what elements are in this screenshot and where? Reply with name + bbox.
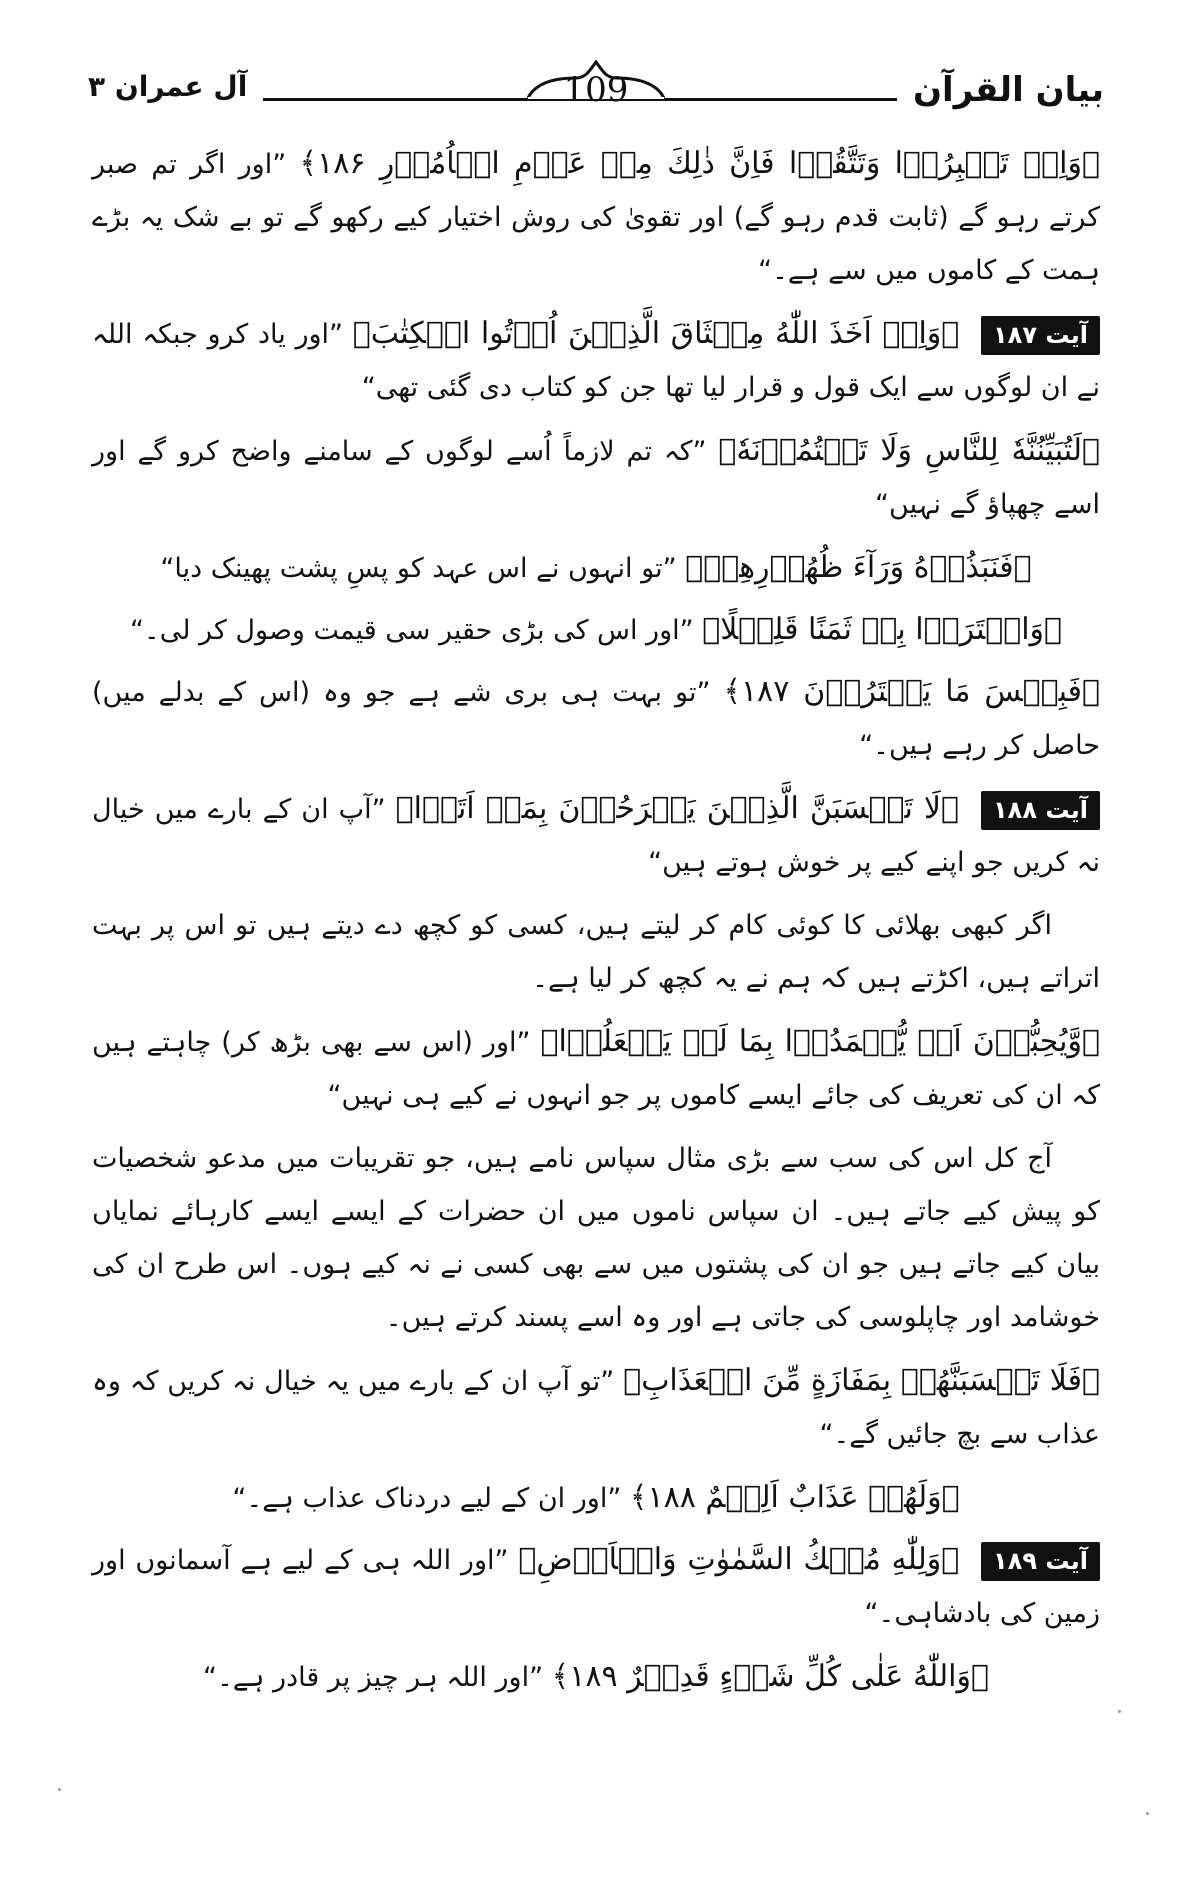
- commentary-paragraph: [92, 1132, 1100, 1344]
- page-number: 109: [563, 70, 629, 110]
- arabic-verse: ﴿فَنَبَذُوۡهُ وَرَآءَ ظُهُوۡرِهِمۡ﴾: [685, 550, 1032, 585]
- book-title: بیان القرآن: [897, 72, 1120, 109]
- ayah-paragraph-188: [92, 782, 1100, 889]
- arabic-verse: ﴿وَلِلّٰهِ مُلۡكُ السَّمٰوٰتِ وَالۡاَرۡضِ﴾: [518, 1542, 960, 1577]
- arabic-verse: ﴿وَاِنۡ تَصۡبِرُوۡا وَتَتَّقُوۡا فَاِنَّ ذٰلِكَ مِنۡ عَزۡمِ الۡاُمُوۡرِ ۱۸۶﴾: [299, 146, 1100, 181]
- scan-speck: [1118, 1710, 1121, 1713]
- urdu-translation: ”اور یاد کرو جبکہ اللہ نے ان لوگوں سے ایک قول و قرار لیا تھا جن کو کتاب دی گئی تھی“: [92, 319, 1100, 403]
- scan-speck: [58, 1788, 61, 1791]
- arabic-verse: ﴿وَلَهُمۡ عَذَابٌ اَلِيۡمٌ ۱۸۸﴾: [629, 1480, 960, 1515]
- urdu-translation: ”تو انہوں نے اس عہد کو پسِ پشت پھینک دیا“: [160, 553, 677, 584]
- ayah-number-badge: آیت ۱۸۹: [981, 1542, 1100, 1581]
- verse-paragraph: [92, 1015, 1100, 1122]
- page-content: [92, 137, 1100, 1712]
- centered-verse-paragraph: [92, 1471, 1100, 1525]
- verse-paragraph: [92, 424, 1100, 531]
- verse-paragraph: [92, 665, 1100, 772]
- urdu-translation: ”آپ ان کے بارے میں خیال نہ کریں جو اپنے کیے پر خوش ہوتے ہیں“: [92, 794, 1100, 878]
- arabic-verse: ﴿وَاللّٰهُ عَلٰى كُلِّ شَىۡءٍ قَدِيۡرٌ ۱۸۹﴾: [551, 1659, 989, 1694]
- urdu-translation: ”کہ تم لازماً اُسے لوگوں کے سامنے واضح کرو گے اور اسے چھپاؤ گے نہیں“: [92, 436, 1100, 520]
- scan-speck: [1146, 1812, 1149, 1815]
- surah-label: آل عمران ۳: [72, 72, 263, 103]
- urdu-translation: ”اور اگر تم صبر کرتے رہو گے (ثابت قدم رہو گے) اور تقویٰ کی روش اختیار کیے رکھو گے تو بے شک یہ بڑے ہمت کے کاموں میں سے ہے۔“: [92, 149, 1100, 286]
- urdu-translation: ”اور ان کے لیے دردناک عذاب ہے۔“: [232, 1483, 622, 1514]
- urdu-translation: ”تو آپ ان کے بارے میں یہ خیال نہ کریں کہ وہ عذاب سے بچ جائیں گے۔“: [92, 1366, 1100, 1450]
- page-header: [72, 68, 1120, 122]
- arabic-verse: ﴿وَّيُحِبُّوۡنَ اَنۡ يُّحۡمَدُوۡا بِمَا لَمۡ يَفۡعَلُوۡا﴾: [540, 1024, 1100, 1059]
- arabic-verse: ﴿لَا تَحۡسَبَنَّ الَّذِيۡنَ يَفۡرَحُوۡنَ بِمَاۤ اَتَوۡا﴾: [395, 791, 959, 826]
- centered-verse-paragraph: [92, 1650, 1100, 1704]
- verse-paragraph: [92, 1354, 1100, 1461]
- verse-paragraph: [92, 137, 1100, 297]
- urdu-translation: ”اور (اس سے بھی بڑھ کر) چاہتے ہیں کہ ان کی تعریف کی جائے ایسے کاموں پر جو انہوں نے کیے ہی نہیں“: [92, 1027, 1100, 1111]
- urdu-translation: ”تو بہت ہی بری شے ہے جو وہ (اس کے بدلے میں) حاصل کر رہے ہیں۔“: [92, 677, 1100, 761]
- centered-verse-paragraph: [92, 541, 1100, 595]
- arabic-verse: ﴿فَبِئۡسَ مَا يَشۡتَرُوۡنَ ۱۸۷﴾: [723, 674, 1100, 709]
- centered-verse-paragraph: [92, 603, 1100, 657]
- ayah-paragraph-189: [92, 1533, 1100, 1640]
- urdu-translation: ”اور اللہ ہی کے لیے ہے آسمانوں اور زمین کی بادشاہی۔“: [92, 1545, 1100, 1629]
- commentary-text: آج کل اس کی سب سے بڑی مثال سپاس نامے ہیں، جو تقریبات میں مدعو شخصیات کو پیش کیے جاتے ہیں۔ ان سپاس ناموں میں ان حضرات کے ایسے ایسے کارہائے نمایاں بیان کیے جاتے ہیں جو ان کی پشتوں میں سے بھی کسی نے نہ کیے ہوں۔ اس طرح ان کی خوشامد اور چاپلوسی کی جاتی ہے اور وہ اسے پسند کرتے ہیں۔: [92, 1143, 1100, 1333]
- urdu-translation: ”اور اللہ ہر چیز پر قادر ہے۔“: [203, 1662, 544, 1693]
- arabic-verse: ﴿فَلَا تَحۡسَبَنَّهُمۡ بِمَفَازَةٍ مِّنَ الۡعَذَابِ﴾: [623, 1363, 1101, 1398]
- commentary-text: اگر کبھی بھلائی کا کوئی کام کر لیتے ہیں، کسی کو کچھ دے دیتے ہیں تو اس پر بہت اتراتے ہیں، اکڑتے ہیں کہ ہم نے یہ کچھ کر لیا ہے۔: [92, 910, 1100, 994]
- arabic-verse: ﴿وَاشۡتَرَوۡا بِهٖ ثَمَنًا قَلِيۡلًا﴾: [702, 612, 1063, 647]
- commentary-paragraph: [92, 899, 1100, 1005]
- ayah-paragraph-187: [92, 307, 1100, 414]
- arabic-verse: ﴿لَتُبَيِّنُنَّهٗ لِلنَّاسِ وَلَا تَكۡتُمُوۡنَهٗ﴾: [718, 433, 1100, 468]
- urdu-translation: ”اور اس کی بڑی حقیر سی قیمت وصول کر لی۔“: [129, 615, 694, 646]
- arabic-verse: ﴿وَاِذۡ اَخَذَ اللّٰهُ مِيۡثَاقَ الَّذِيۡنَ اُوۡتُوا الۡكِتٰبَ﴾: [352, 316, 960, 351]
- page-number-ornament: [518, 60, 674, 116]
- ayah-number-badge: آیت ۱۸۷: [981, 316, 1100, 355]
- ayah-number-badge: آیت ۱۸۸: [981, 791, 1100, 830]
